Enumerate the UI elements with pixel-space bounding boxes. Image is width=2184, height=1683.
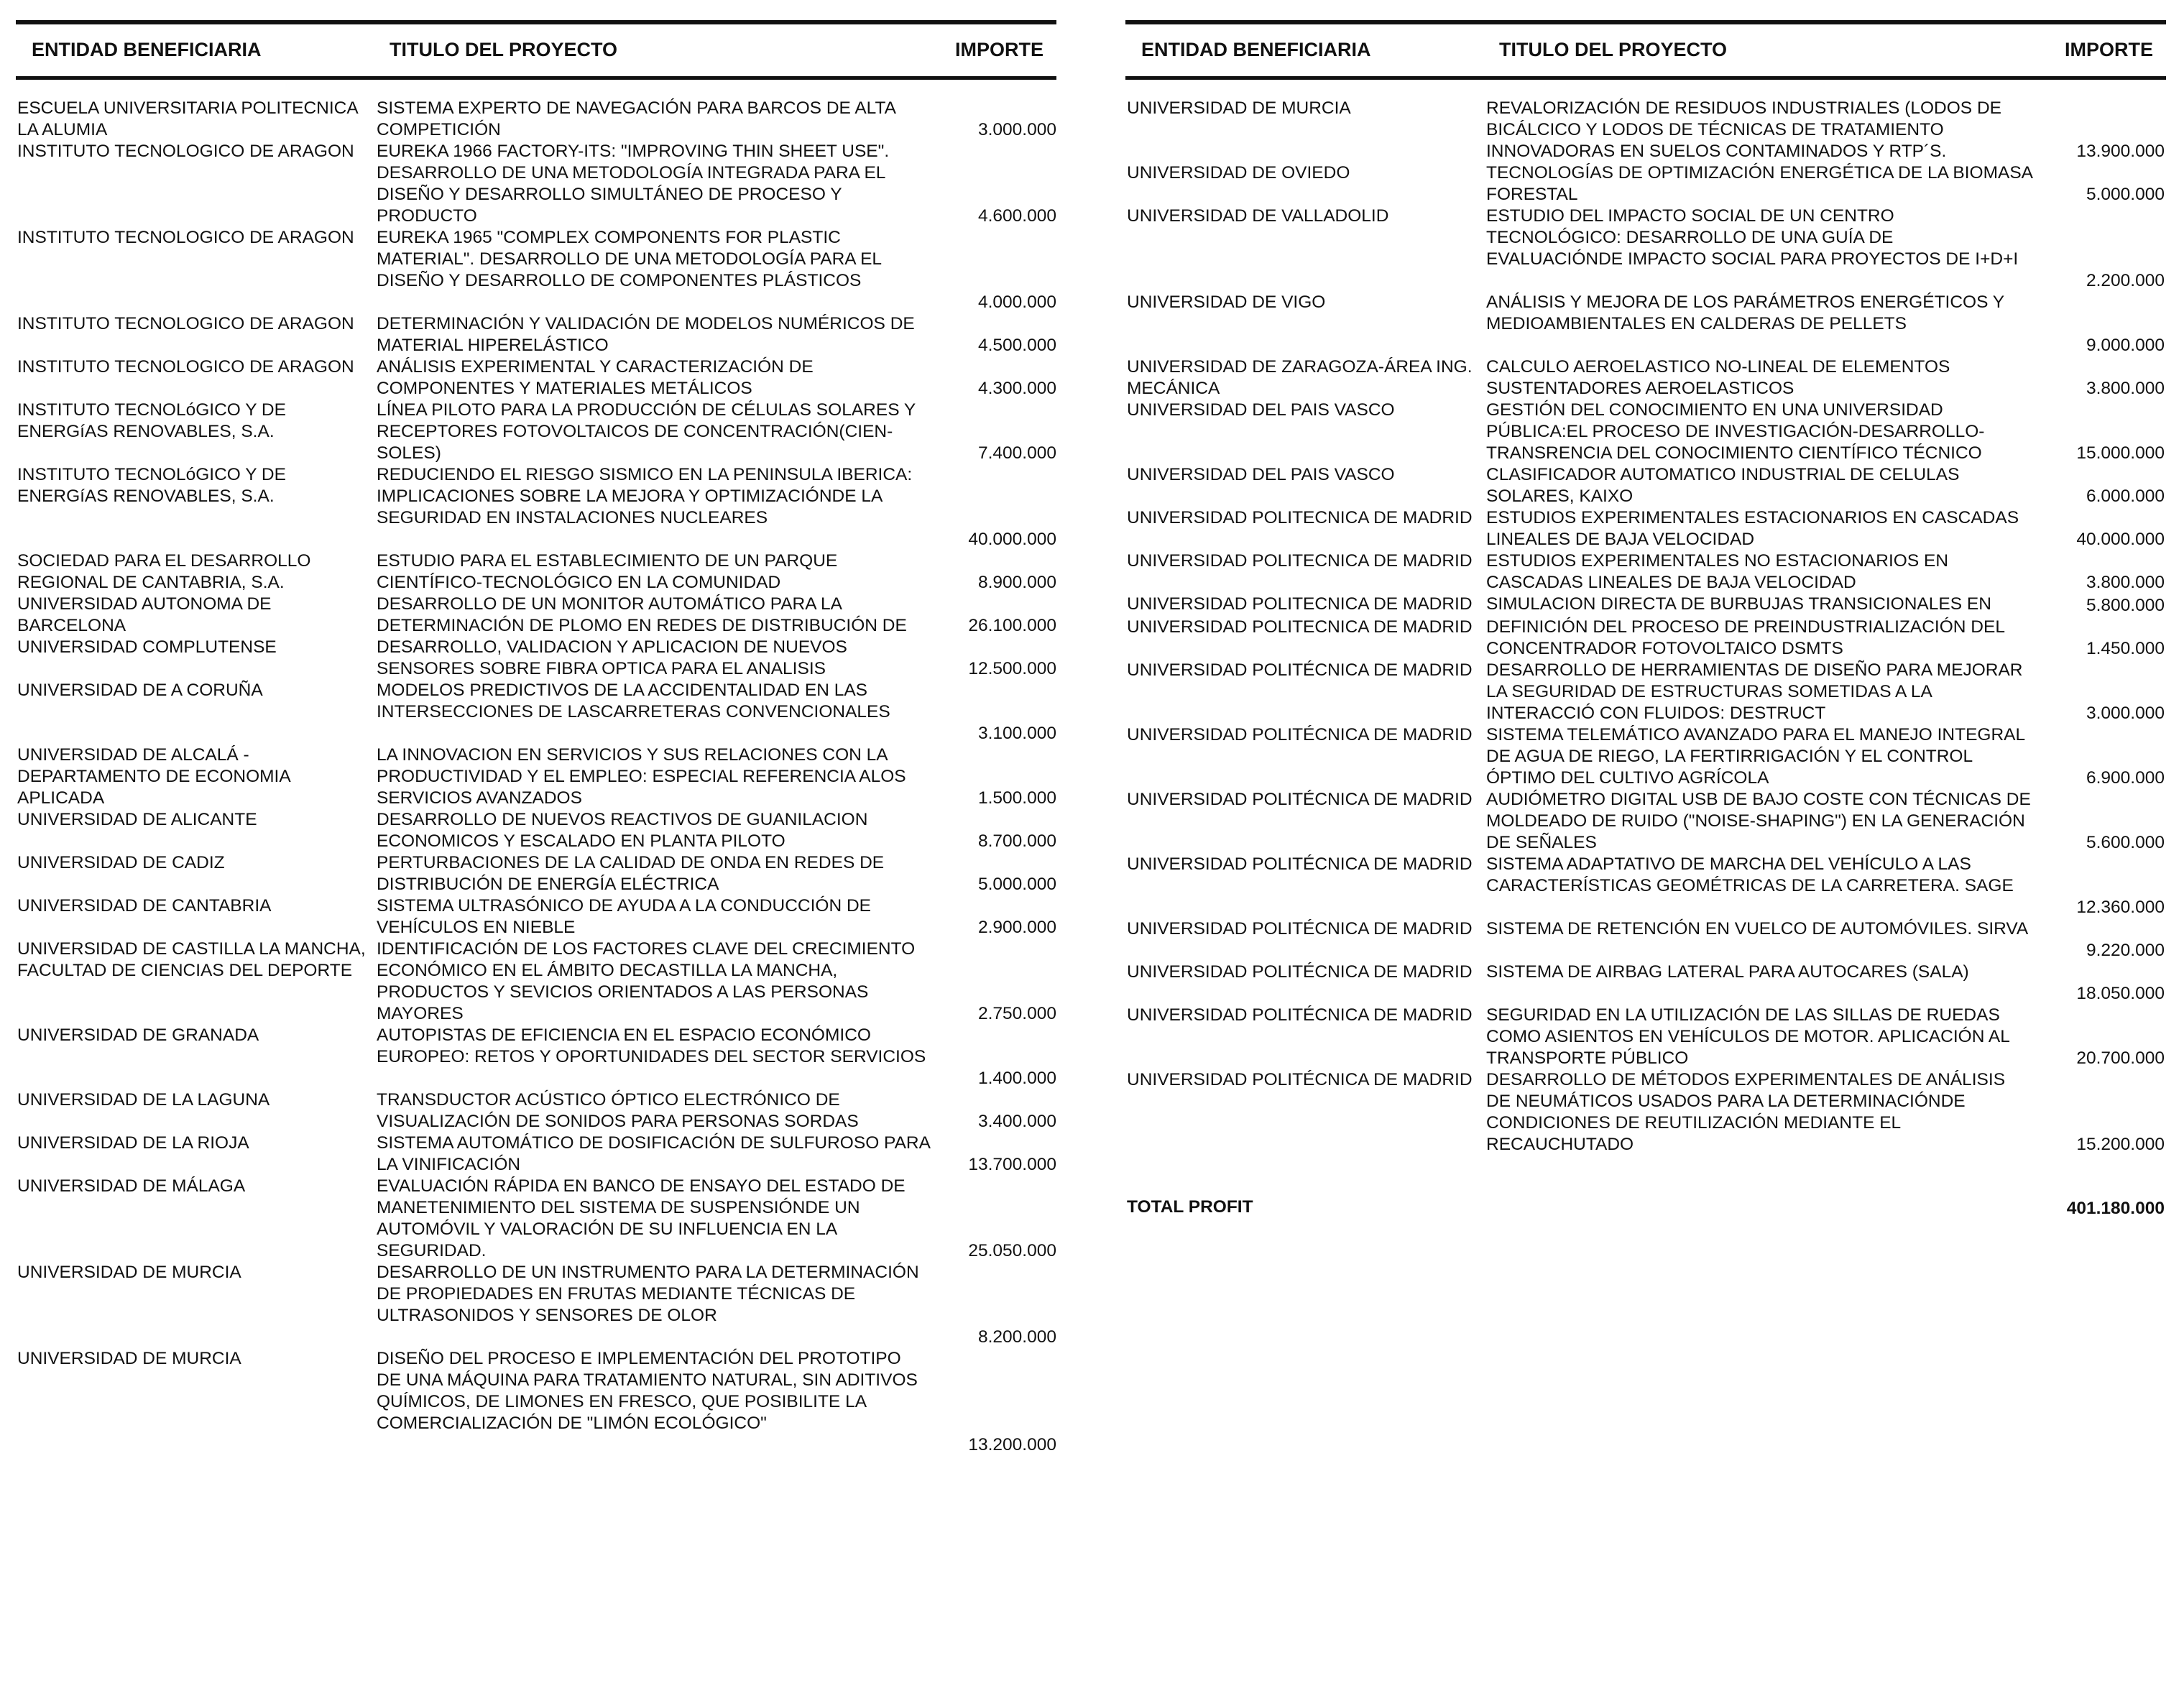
importe-cell: 40.000.000 bbox=[968, 530, 1056, 549]
titulo-cell: DESARROLLO, VALIDACION Y APLICACION DE NUEVOS SENSORES SOBRE FIBRA OPTICA PARA EL ANALISIS bbox=[377, 637, 847, 678]
importe-cell: 4.500.000 bbox=[978, 336, 1056, 355]
titulo-cell: EUREKA 1965 "COMPLEX COMPONENTS FOR PLASTIC MATERIAL". DESARROLLO DE UNA METODOLOGÍA PARA EL DISEÑO Y DESARROLLO DE COMPONENTES PLÁSTICOS bbox=[377, 228, 882, 290]
table-row bbox=[16, 1025, 1056, 1089]
header-importe: IMPORTE bbox=[2064, 39, 2153, 60]
table-row bbox=[16, 1262, 1056, 1348]
importe-cell: 9.220.000 bbox=[2086, 941, 2165, 960]
entidad-cell: UNIVERSIDAD POLITECNICA DE MADRID bbox=[1127, 508, 1473, 527]
table-body-left bbox=[16, 98, 1056, 1456]
importe-cell: 20.700.000 bbox=[2076, 1048, 2165, 1068]
entidad-cell: UNIVERSIDAD DEL PAIS VASCO bbox=[1127, 400, 1395, 420]
importe-cell: 6.900.000 bbox=[2086, 768, 2165, 788]
entidad-cell: UNIVERSIDAD DE MURCIA bbox=[17, 1263, 241, 1282]
entidad-cell: UNIVERSIDAD AUTONOMA DE BARCELONA bbox=[17, 594, 272, 635]
table-row bbox=[1125, 206, 2166, 292]
table-row bbox=[1125, 162, 2166, 206]
table-row bbox=[16, 594, 1056, 637]
table-row bbox=[16, 895, 1056, 939]
titulo-cell: ANÁLISIS Y MEJORA DE LOS PARÁMETROS ENERGÉTICOS Y MEDIOAMBIENTALES EN CALDERAS DE PELLETS bbox=[1486, 292, 2004, 333]
titulo-cell: DEFINICIÓN DEL PROCESO DE PREINDUSTRIALIZACIÓN DEL CONCENTRADOR FOTOVOLTAICO DSMTS bbox=[1486, 617, 2005, 658]
entidad-cell: UNIVERSIDAD DE A CORUÑA bbox=[17, 681, 263, 700]
importe-cell: 3.000.000 bbox=[2086, 704, 2165, 723]
entidad-cell: SOCIEDAD PARA EL DESARROLLO REGIONAL DE CANTABRIA, S.A. bbox=[17, 551, 311, 592]
titulo-cell: DESARROLLO DE UN INSTRUMENTO PARA LA DETERMINACIÓN DE PROPIEDADES EN FRUTAS MEDIANTE TÉCNICAS DE ULTRASONIDOS Y SENSORES DE OLOR bbox=[377, 1263, 919, 1325]
titulo-cell: ESTUDIOS EXPERIMENTALES NO ESTACIONARIOS EN CASCADAS LINEALES DE BAJA VELOCIDAD bbox=[1486, 551, 1949, 592]
entidad-cell: UNIVERSIDAD DE CANTABRIA bbox=[17, 896, 272, 916]
entidad-cell: UNIVERSIDAD DE MURCIA bbox=[1127, 98, 1351, 118]
titulo-cell: SISTEMA DE AIRBAG LATERAL PARA AUTOCARES (SALA) bbox=[1486, 962, 1969, 982]
table-row bbox=[1125, 789, 2166, 854]
importe-cell: 12.360.000 bbox=[2076, 898, 2165, 917]
table-row bbox=[1125, 550, 2166, 594]
table-row bbox=[16, 98, 1056, 141]
table-row bbox=[16, 313, 1056, 356]
titulo-cell: ESTUDIO PARA EL ESTABLECIMIENTO DE UN PARQUE CIENTÍFICO-TECNOLÓGICO EN LA COMUNIDAD bbox=[377, 551, 838, 592]
entidad-cell: INSTITUTO TECNOLOGICO DE ARAGON bbox=[17, 357, 354, 377]
entidad-cell: UNIVERSIDAD DE ALICANTE bbox=[17, 810, 257, 829]
header-entidad: ENTIDAD BENEFICIARIA bbox=[32, 39, 262, 60]
titulo-cell: DESARROLLO DE NUEVOS REACTIVOS DE GUANILACION ECONOMICOS Y ESCALADO EN PLANTA PILOTO bbox=[377, 810, 868, 851]
importe-cell: 1.400.000 bbox=[978, 1069, 1056, 1088]
entidad-cell: UNIVERSIDAD DE MURCIA bbox=[17, 1349, 241, 1368]
entidad-cell: UNIVERSIDAD POLITÉCNICA DE MADRID bbox=[1127, 1005, 1473, 1025]
entidad-cell: UNIVERSIDAD POLITECNICA DE MADRID bbox=[1127, 551, 1473, 571]
entidad-cell: UNIVERSIDAD DE ALCALÁ - DEPARTAMENTO DE ECONOMIA APLICADA bbox=[17, 745, 290, 808]
table-row bbox=[1125, 1005, 2166, 1069]
titulo-cell: DETERMINACIÓN Y VALIDACIÓN DE MODELOS NUMÉRICOS DE MATERIAL HIPERELÁSTICO bbox=[377, 314, 915, 355]
entidad-cell: INSTITUTO TECNOLóGICO Y DE ENERGíAS RENOVABLES, S.A. bbox=[17, 400, 286, 441]
titulo-cell: REDUCIENDO EL RIESGO SISMICO EN LA PENINSULA IBERICA: IMPLICACIONES SOBRE LA MEJORA Y OPTIMIZACIÓNDE LA SEGURIDAD EN INSTALACIONES NUCLEARES bbox=[377, 465, 913, 527]
importe-cell: 9.000.000 bbox=[2086, 336, 2165, 355]
entidad-cell: UNIVERSIDAD POLITÉCNICA DE MADRID bbox=[1127, 962, 1473, 982]
entidad-cell: UNIVERSIDAD DE ZARAGOZA-ÁREA ING. MECÁNICA bbox=[1127, 357, 1473, 398]
total-value: 401.180.000 bbox=[2066, 1199, 2165, 1218]
importe-cell: 40.000.000 bbox=[2076, 530, 2165, 549]
importe-cell: 3.100.000 bbox=[978, 724, 1056, 743]
importe-cell: 12.500.000 bbox=[968, 659, 1056, 678]
entidad-cell: UNIVERSIDAD DE OVIEDO bbox=[1127, 163, 1350, 183]
table-row bbox=[1125, 356, 2166, 400]
titulo-cell: SISTEMA ULTRASÓNICO DE AYUDA A LA CONDUCCIÓN DE VEHÍCULOS EN NIEBLE bbox=[377, 896, 871, 937]
entidad-cell: UNIVERSIDAD DEL PAIS VASCO bbox=[1127, 465, 1395, 484]
table-row bbox=[1125, 400, 2166, 464]
titulo-cell: AUTOPISTAS DE EFICIENCIA EN EL ESPACIO ECONÓMICO EUROPEO: RETOS Y OPORTUNIDADES DEL SECTOR SERVICIOS bbox=[377, 1025, 926, 1066]
importe-cell: 3.400.000 bbox=[978, 1112, 1056, 1131]
importe-cell: 4.600.000 bbox=[978, 206, 1056, 226]
entidad-cell: ESCUELA UNIVERSITARIA POLITECNICA LA ALUMIA bbox=[17, 98, 358, 139]
table-row bbox=[1125, 292, 2166, 356]
table-row bbox=[1125, 660, 2166, 724]
entidad-cell: UNIVERSIDAD POLITÉCNICA DE MADRID bbox=[1127, 725, 1473, 744]
importe-cell: 4.300.000 bbox=[978, 379, 1056, 398]
table-row bbox=[16, 939, 1056, 1025]
titulo-cell: SISTEMA TELEMÁTICO AVANZADO PARA EL MANEJO INTEGRAL DE AGUA DE RIEGO, LA FERTIRRIGACIÓN Y EL CONTROL ÓPTIMO DEL CULTIVO AGRÍCOLA bbox=[1486, 725, 2025, 788]
total-label: TOTAL PROFIT bbox=[1127, 1197, 1253, 1217]
importe-cell: 1.450.000 bbox=[2086, 639, 2165, 658]
importe-cell: 15.200.000 bbox=[2076, 1135, 2165, 1154]
titulo-cell: ESTUDIO DEL IMPACTO SOCIAL DE UN CENTRO TECNOLÓGICO: DESARROLLO DE UNA GUÍA DE EVALUACIÓNDE IMPACTO SOCIAL PARA PROYECTOS DE I+D+I bbox=[1486, 206, 2019, 269]
entidad-cell: UNIVERSIDAD POLITÉCNICA DE MADRID bbox=[1127, 854, 1473, 874]
importe-cell: 25.050.000 bbox=[968, 1241, 1056, 1260]
importe-cell: 8.900.000 bbox=[978, 573, 1056, 592]
table-row bbox=[1125, 98, 2166, 162]
entidad-cell: INSTITUTO TECNOLOGICO DE ARAGON bbox=[17, 228, 354, 247]
titulo-cell: ANÁLISIS EXPERIMENTAL Y CARACTERIZACIÓN DE COMPONENTES Y MATERIALES METÁLICOS bbox=[377, 357, 814, 398]
table-row bbox=[16, 637, 1056, 680]
table-row bbox=[16, 464, 1056, 550]
titulo-cell: SISTEMA EXPERTO DE NAVEGACIÓN PARA BARCOS DE ALTA COMPETICIÓN bbox=[377, 98, 895, 139]
titulo-cell: GESTIÓN DEL CONOCIMIENTO EN UNA UNIVERSIDAD PÚBLICA:EL PROCESO DE INVESTIGACIÓN-DESARROLLO-TRANSRENCIA DEL CONOCIMIENTO CIENTÍFICO TÉCNICO bbox=[1486, 400, 1985, 463]
table-row bbox=[16, 809, 1056, 852]
titulo-cell: SISTEMA ADAPTATIVO DE MARCHA DEL VEHÍCULO A LAS CARACTERÍSTICAS GEOMÉTRICAS DE LA CARRETERA. SAGE bbox=[1486, 854, 2014, 895]
titulo-cell: REVALORIZACIÓN DE RESIDUOS INDUSTRIALES (LODOS DE BICÁLCICO Y LODOS DE TÉCNICAS DE TRATAMIENTO INNOVADORAS EN SUELOS CONTAMINADOS Y RTP´S. bbox=[1486, 98, 2001, 161]
table-row bbox=[16, 356, 1056, 400]
entidad-cell: UNIVERSIDAD DE MÁLAGA bbox=[17, 1176, 246, 1196]
table-row bbox=[1125, 918, 2166, 962]
importe-cell: 2.900.000 bbox=[978, 918, 1056, 937]
importe-cell: 8.200.000 bbox=[978, 1327, 1056, 1347]
titulo-cell: DESARROLLO DE HERRAMIENTAS DE DISEÑO PARA MEJORAR LA SEGURIDAD DE ESTRUCTURAS SOMETIDAS A LA INTERACCIÓ CON FLUIDOS: DESTRUCT bbox=[1486, 660, 2023, 723]
importe-cell: 5.000.000 bbox=[2086, 185, 2165, 204]
table-header bbox=[16, 20, 1056, 80]
importe-cell: 2.750.000 bbox=[978, 1004, 1056, 1023]
entidad-cell: UNIVERSIDAD DE LA RIOJA bbox=[17, 1133, 249, 1153]
importe-cell: 13.700.000 bbox=[968, 1155, 1056, 1174]
table-row bbox=[16, 1089, 1056, 1133]
table-row bbox=[1125, 1069, 2166, 1156]
entidad-cell: INSTITUTO TECNOLOGICO DE ARAGON bbox=[17, 314, 354, 333]
importe-cell: 4.000.000 bbox=[978, 292, 1056, 312]
titulo-cell: TECNOLOGÍAS DE OPTIMIZACIÓN ENERGÉTICA DE LA BIOMASA FORESTAL bbox=[1486, 163, 2032, 204]
entidad-cell: UNIVERSIDAD DE GRANADA bbox=[17, 1025, 259, 1045]
importe-cell: 15.000.000 bbox=[2076, 443, 2165, 463]
importe-cell: 26.100.000 bbox=[968, 616, 1056, 635]
table-row bbox=[1125, 854, 2166, 918]
entidad-cell: UNIVERSIDAD POLITÉCNICA DE MADRID bbox=[1127, 919, 1473, 939]
table-row bbox=[1125, 507, 2166, 550]
table-row bbox=[16, 852, 1056, 895]
titulo-cell: SEGURIDAD EN LA UTILIZACIÓN DE LAS SILLAS DE RUEDAS COMO ASIENTOS EN VEHÍCULOS DE MOTOR. APLICACIÓN AL TRANSPORTE PÚBLICO bbox=[1486, 1005, 2009, 1068]
titulo-cell: ESTUDIOS EXPERIMENTALES ESTACIONARIOS EN CASCADAS LINEALES DE BAJA VELOCIDAD bbox=[1486, 508, 2019, 549]
titulo-cell: LA INNOVACION EN SERVICIOS Y SUS RELACIONES CON LA PRODUCTIVIDAD Y EL EMPLEO: ESPECIAL REFERENCIA ALOS SERVICIOS AVANZADOS bbox=[377, 745, 906, 808]
entidad-cell: UNIVERSIDAD DE CADIZ bbox=[17, 853, 225, 872]
table-row bbox=[16, 680, 1056, 744]
entidad-cell: UNIVERSIDAD POLITECNICA DE MADRID bbox=[1127, 594, 1473, 614]
entidad-cell: UNIVERSIDAD DE VALLADOLID bbox=[1127, 206, 1389, 226]
entidad-cell: INSTITUTO TECNOLOGICO DE ARAGON bbox=[17, 142, 354, 161]
header-titulo: TITULO DEL PROYECTO bbox=[1499, 39, 1728, 60]
table-header bbox=[1125, 20, 2166, 80]
table-row bbox=[16, 141, 1056, 227]
table-row bbox=[16, 1133, 1056, 1176]
entidad-cell: UNIVERSIDAD DE CASTILLA LA MANCHA, FACULTAD DE CIENCIAS DEL DEPORTE bbox=[17, 939, 366, 980]
titulo-cell: SISTEMA DE RETENCIÓN EN VUELCO DE AUTOMÓVILES. SIRVA bbox=[1486, 919, 2029, 939]
titulo-cell: MODELOS PREDICTIVOS DE LA ACCIDENTALIDAD EN LAS INTERSECCIONES DE LASCARRETERAS CONVENCIONALES bbox=[377, 681, 890, 721]
titulo-cell: DESARROLLO DE MÉTODOS EXPERIMENTALES DE ANÁLISIS DE NEUMÁTICOS USADOS PARA LA DETERMINACIÓNDE CONDICIONES DE REUTILIZACIÓN MEDIANTE EL RECAUCHUTADO bbox=[1486, 1070, 2006, 1154]
entidad-cell: UNIVERSIDAD POLITECNICA DE MADRID bbox=[1127, 617, 1473, 637]
table-body-right bbox=[1125, 98, 2166, 1156]
importe-cell: 6.000.000 bbox=[2086, 487, 2165, 506]
table-row bbox=[16, 744, 1056, 809]
titulo-cell: TRANSDUCTOR ACÚSTICO ÓPTICO ELECTRÓNICO DE VISUALIZACIÓN DE SONIDOS PARA PERSONAS SORDAS bbox=[377, 1090, 859, 1131]
table-row bbox=[16, 227, 1056, 313]
titulo-cell: CLASIFICADOR AUTOMATICO INDUSTRIAL DE CELULAS SOLARES, KAIXO bbox=[1486, 465, 1960, 506]
importe-cell: 13.900.000 bbox=[2076, 142, 2165, 161]
table-row bbox=[1125, 724, 2166, 789]
titulo-cell: DESARROLLO DE UN MONITOR AUTOMÁTICO PARA LA DETERMINACIÓN DE PLOMO EN REDES DE DISTRIBUCIÓN DE bbox=[377, 594, 907, 635]
titulo-cell: CALCULO AEROELASTICO NO-LINEAL DE ELEMENTOS SUSTENTADORES AEROELASTICOS bbox=[1486, 357, 1950, 398]
importe-cell: 5.000.000 bbox=[978, 875, 1056, 894]
entidad-cell: UNIVERSIDAD POLITÉCNICA DE MADRID bbox=[1127, 660, 1473, 680]
header-entidad: ENTIDAD BENEFICIARIA bbox=[1141, 39, 1371, 60]
titulo-cell: SIMULACION DIRECTA DE BURBUJAS TRANSICIONALES EN bbox=[1486, 594, 1991, 614]
entidad-cell: UNIVERSIDAD DE VIGO bbox=[1127, 292, 1326, 312]
entidad-cell: UNIVERSIDAD POLITÉCNICA DE MADRID bbox=[1127, 1070, 1473, 1089]
titulo-cell: EUREKA 1966 FACTORY-ITS: "IMPROVING THIN SHEET USE". DESARROLLO DE UNA METODOLOGÍA INTEGRADA PARA EL DISEÑO Y DESARROLLO SIMULTÁNEO DE PROCESO Y PRODUCTO bbox=[377, 142, 890, 226]
importe-cell: 3.000.000 bbox=[978, 120, 1056, 139]
entidad-cell: UNIVERSIDAD COMPLUTENSE bbox=[17, 637, 277, 657]
importe-cell: 2.200.000 bbox=[2086, 271, 2165, 290]
importe-cell: 3.800.000 bbox=[2086, 573, 2165, 592]
table-row bbox=[16, 1176, 1056, 1262]
importe-cell: 5.800.000 bbox=[2086, 596, 2165, 615]
table-row bbox=[16, 400, 1056, 464]
table-row bbox=[1125, 594, 2166, 617]
titulo-cell: IDENTIFICACIÓN DE LOS FACTORES CLAVE DEL CRECIMIENTO ECONÓMICO EN EL ÁMBITO DECASTILLA LA MANCHA, PRODUCTOS Y SEVICIOS ORIENTADOS A LAS PERSONAS MAYORES bbox=[377, 939, 916, 1023]
table-row bbox=[16, 1348, 1056, 1456]
entidad-cell: UNIVERSIDAD DE LA LAGUNA bbox=[17, 1090, 270, 1110]
importe-cell: 8.700.000 bbox=[978, 831, 1056, 851]
header-titulo: TITULO DEL PROYECTO bbox=[390, 39, 618, 60]
importe-cell: 7.400.000 bbox=[978, 443, 1056, 463]
titulo-cell: EVALUACIÓN RÁPIDA EN BANCO DE ENSAYO DEL ESTADO DE MANETENIMIENTO DEL SISTEMA DE SUSPENSIÓNDE UN AUTOMÓVIL Y VALORACIÓN DE SU INFLUENCIA EN LA SEGURIDAD. bbox=[377, 1176, 906, 1260]
importe-cell: 18.050.000 bbox=[2076, 984, 2165, 1003]
table-row bbox=[1125, 464, 2166, 507]
titulo-cell: SISTEMA AUTOMÁTICO DE DOSIFICACIÓN DE SULFUROSO PARA LA VINIFICACIÓN bbox=[377, 1133, 930, 1174]
titulo-cell: LÍNEA PILOTO PARA LA PRODUCCIÓN DE CÉLULAS SOLARES Y RECEPTORES FOTOVOLTAICOS DE CONCENTRACIÓN(CIEN-SOLES) bbox=[377, 400, 916, 463]
importe-cell: 1.500.000 bbox=[978, 788, 1056, 808]
importe-cell: 5.600.000 bbox=[2086, 833, 2165, 852]
titulo-cell: DISEÑO DEL PROCESO E IMPLEMENTACIÓN DEL PROTOTIPO DE UNA MÁQUINA PARA TRATAMIENTO NATURAL, SIN ADITIVOS QUÍMICOS, DE LIMONES EN FRESCO, QUE POSIBILITE LA COMERCIALIZACIÓN DE "LIMÓN ECOLÓGICO" bbox=[377, 1349, 918, 1433]
header-importe: IMPORTE bbox=[954, 39, 1043, 60]
importe-cell: 3.800.000 bbox=[2086, 379, 2165, 398]
importe-cell: 13.200.000 bbox=[968, 1435, 1056, 1454]
titulo-cell: PERTURBACIONES DE LA CALIDAD DE ONDA EN REDES DE DISTRIBUCIÓN DE ENERGÍA ELÉCTRICA bbox=[377, 853, 885, 894]
table-row bbox=[16, 550, 1056, 594]
table-row bbox=[1125, 617, 2166, 660]
entidad-cell: INSTITUTO TECNOLóGICO Y DE ENERGíAS RENOVABLES, S.A. bbox=[17, 465, 286, 506]
entidad-cell: UNIVERSIDAD POLITÉCNICA DE MADRID bbox=[1127, 790, 1473, 809]
titulo-cell: AUDIÓMETRO DIGITAL USB DE BAJO COSTE CON TÉCNICAS DE MOLDEADO DE RUIDO ("NOISE-SHAPING") EN LA GENERACIÓN DE SEÑALES bbox=[1486, 790, 2031, 852]
table-row bbox=[1125, 962, 2166, 1005]
